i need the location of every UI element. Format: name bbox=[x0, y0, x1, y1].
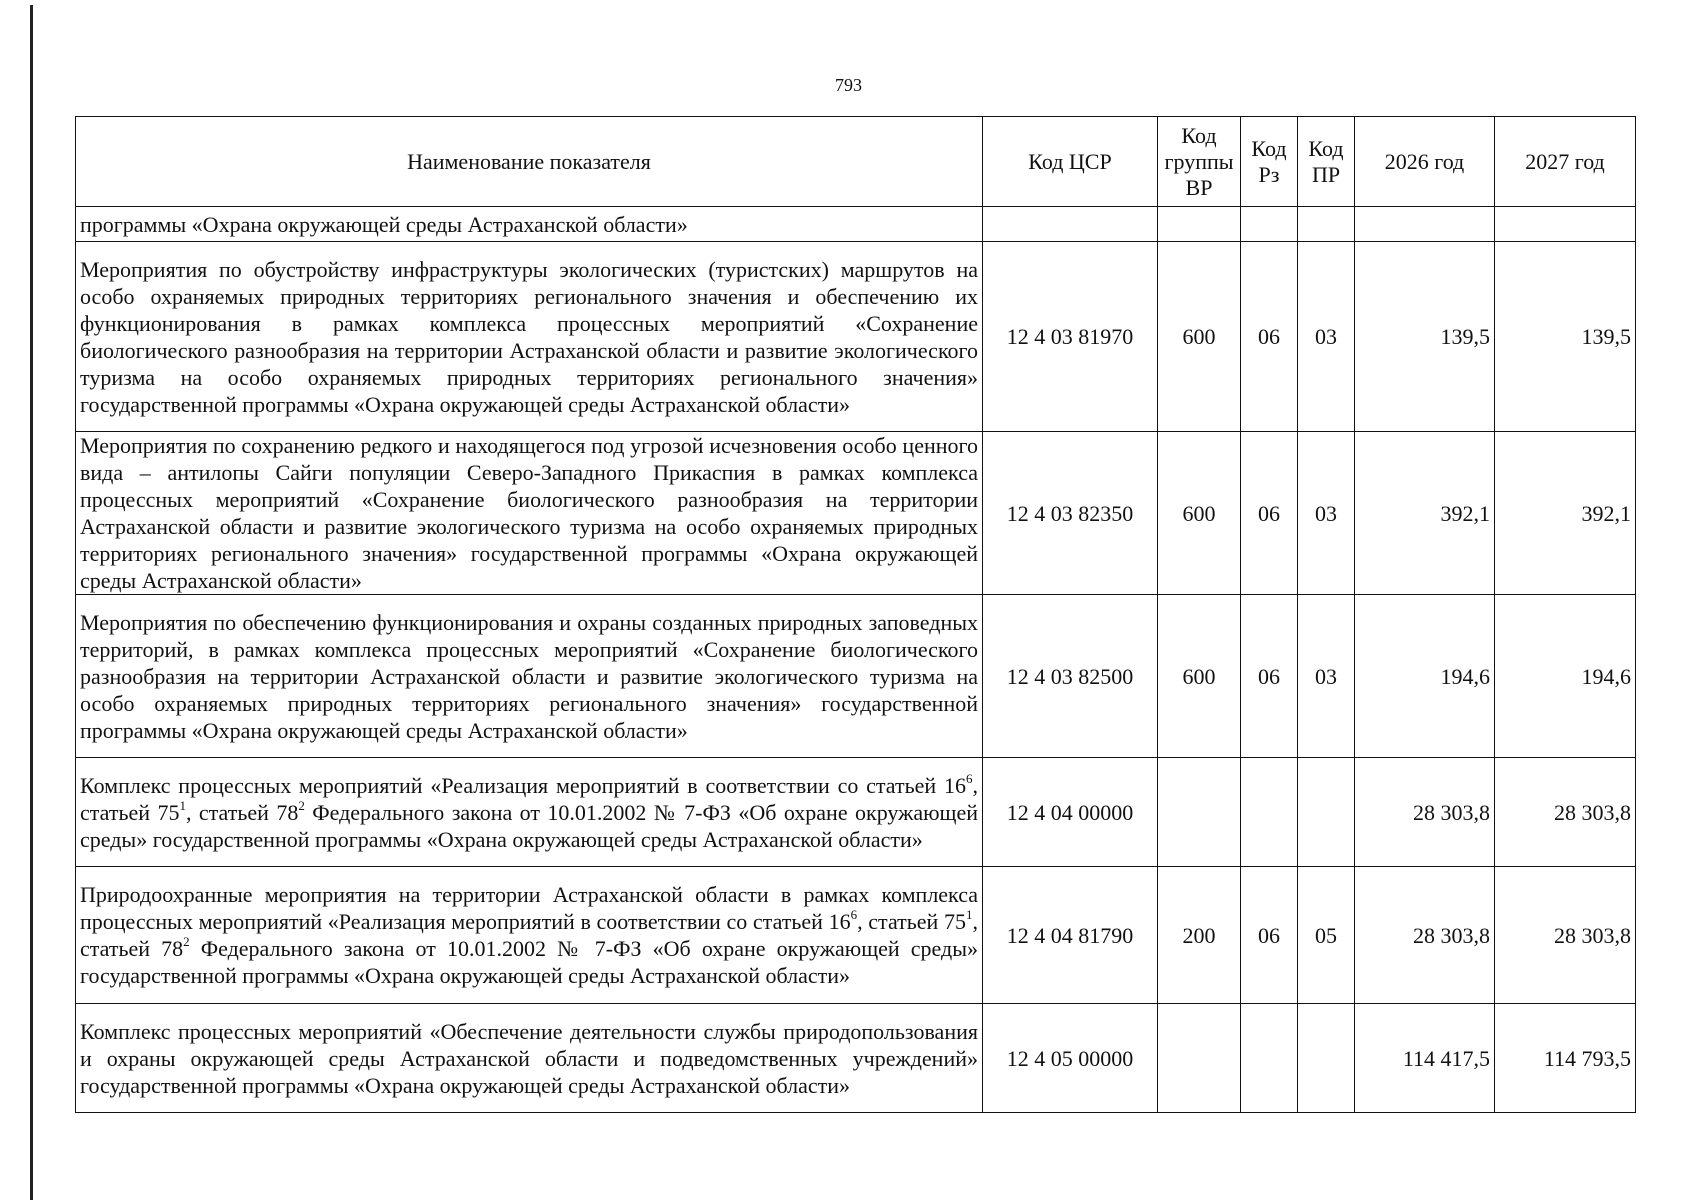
table-row bbox=[76, 207, 1636, 242]
page-number: 793 bbox=[835, 75, 862, 95]
row-name: Природоохранные мероприятия на территории Астраханской области в рамках комплекса процессных мероприятий «Реализация мероприятий в соответствии со статьей $16^6$, статьей $75^1$, статьей $78^2$ Федерального закона от 10.01.2002 № 7-ФЗ «Об охране окружающей среды» государственной программы «Охрана окружающей среды Астраханской области» bbox=[76, 867, 983, 1004]
header-rz-code: Код Рз bbox=[1241, 117, 1298, 207]
row-vr-code: 600 bbox=[1158, 595, 1241, 758]
row-pr-code bbox=[1298, 207, 1355, 242]
row-csr-code: 12 4 03 82500 bbox=[983, 595, 1158, 758]
table-row bbox=[76, 242, 1636, 432]
header-year-2027: 2027 год bbox=[1495, 117, 1636, 207]
row-vr-code bbox=[1158, 1004, 1241, 1113]
row-rz-code: 06 bbox=[1241, 867, 1298, 1004]
row-amount-2026: 194,6 bbox=[1355, 595, 1495, 758]
row-name: Мероприятия по обустройству инфраструктуры экологических (туристских) маршрутов на особо охраняемых природных территориях регионального значения и обеспечению их функционирования в рамках комплекса процессных мероприятий «Сохранение биологического разнообразия на территории Астраханской области и развитие экологического туризма на особо охраняемых природных территориях регионального значения» государственной программы «Охрана окружающей среды Астраханской области» bbox=[76, 242, 983, 432]
row-amount-2027: 194,6 bbox=[1495, 595, 1636, 758]
header-vr-code: Код группы ВР bbox=[1158, 117, 1241, 207]
row-vr-code: 200 bbox=[1158, 867, 1241, 1004]
table-row bbox=[76, 432, 1636, 595]
row-csr-code bbox=[983, 207, 1158, 242]
row-vr-code: 600 bbox=[1158, 242, 1241, 432]
row-rz-code bbox=[1241, 207, 1298, 242]
row-pr-code bbox=[1298, 758, 1355, 867]
row-pr-code: 03 bbox=[1298, 242, 1355, 432]
row-pr-code: 05 bbox=[1298, 867, 1355, 1004]
row-amount-2027: 28 303,8 bbox=[1495, 758, 1636, 867]
row-rz-code: 06 bbox=[1241, 432, 1298, 595]
row-amount-2027: 139,5 bbox=[1495, 242, 1636, 432]
header-pr-code: Код ПР bbox=[1298, 117, 1355, 207]
row-rz-code bbox=[1241, 1004, 1298, 1113]
row-amount-2026: 392,1 bbox=[1355, 432, 1495, 595]
row-name: программы «Охрана окружающей среды Астраханской области» bbox=[76, 207, 983, 242]
header-csr-code: Код ЦСР bbox=[983, 117, 1158, 207]
row-vr-code bbox=[1158, 207, 1241, 242]
row-amount-2027: 392,1 bbox=[1495, 432, 1636, 595]
row-amount-2026: 28 303,8 bbox=[1355, 758, 1495, 867]
row-rz-code bbox=[1241, 758, 1298, 867]
row-pr-code bbox=[1298, 1004, 1355, 1113]
row-csr-code: 12 4 03 81970 bbox=[983, 242, 1158, 432]
row-csr-code: 12 4 04 00000 bbox=[983, 758, 1158, 867]
row-amount-2027 bbox=[1495, 207, 1636, 242]
row-pr-code: 03 bbox=[1298, 432, 1355, 595]
row-csr-code: 12 4 03 82350 bbox=[983, 432, 1158, 595]
row-pr-code: 03 bbox=[1298, 595, 1355, 758]
row-rz-code: 06 bbox=[1241, 595, 1298, 758]
row-csr-code: 12 4 04 81790 bbox=[983, 867, 1158, 1004]
table-row bbox=[76, 758, 1636, 867]
row-name: Мероприятия по сохранению редкого и находящегося под угрозой исчезновения особо ценного вида – антилопы Сайги популяции Северо-Западного Прикаспия в рамках комплекса процессных мероприятий «Сохранение биологического разнообразия на территории Астраханской области и развитие экологического туризма на особо охраняемых природных территориях регионального значения» государственной программы «Охрана окружающей среды Астраханской области» bbox=[76, 432, 983, 595]
row-vr-code bbox=[1158, 758, 1241, 867]
row-name: Комплекс процессных мероприятий «Обеспечение деятельности службы природопользования и охраны окружающей среды Астраханской области и подведомственных учреждений» государственной программы «Охрана окружающей среды Астраханской области» bbox=[76, 1004, 983, 1113]
row-rz-code: 06 bbox=[1241, 242, 1298, 432]
table-row bbox=[76, 595, 1636, 758]
row-vr-code: 600 bbox=[1158, 432, 1241, 595]
table-row bbox=[76, 867, 1636, 1004]
row-name: Комплекс процессных мероприятий «Реализация мероприятий в соответствии со статьей $16^6$, статьей $75^1$, статьей $78^2$ Федерального закона от 10.01.2002 № 7-ФЗ «Об охране окружающей среды» государственной программы «Охрана окружающей среды Астраханской области» bbox=[76, 758, 983, 867]
row-amount-2027: 28 303,8 bbox=[1495, 867, 1636, 1004]
row-amount-2027: 114 793,5 bbox=[1495, 1004, 1636, 1113]
header-row bbox=[76, 117, 1636, 207]
row-amount-2026: 139,5 bbox=[1355, 242, 1495, 432]
header-name: Наименование показателя bbox=[76, 117, 983, 207]
budget-table bbox=[75, 116, 1636, 1113]
row-amount-2026 bbox=[1355, 207, 1495, 242]
binding-margin-line bbox=[30, 5, 33, 1200]
row-csr-code: 12 4 05 00000 bbox=[983, 1004, 1158, 1113]
row-amount-2026: 114 417,5 bbox=[1355, 1004, 1495, 1113]
header-year-2026: 2026 год bbox=[1355, 117, 1495, 207]
table-row bbox=[76, 1004, 1636, 1113]
row-name: Мероприятия по обеспечению функционирования и охраны созданных природных заповедных территорий, в рамках комплекса процессных мероприятий «Сохранение биологического разнообразия на территории Астраханской области и развитие экологического туризма на особо охраняемых природных территориях регионального значения» государственной программы «Охрана окружающей среды Астраханской области» bbox=[76, 595, 983, 758]
row-amount-2026: 28 303,8 bbox=[1355, 867, 1495, 1004]
